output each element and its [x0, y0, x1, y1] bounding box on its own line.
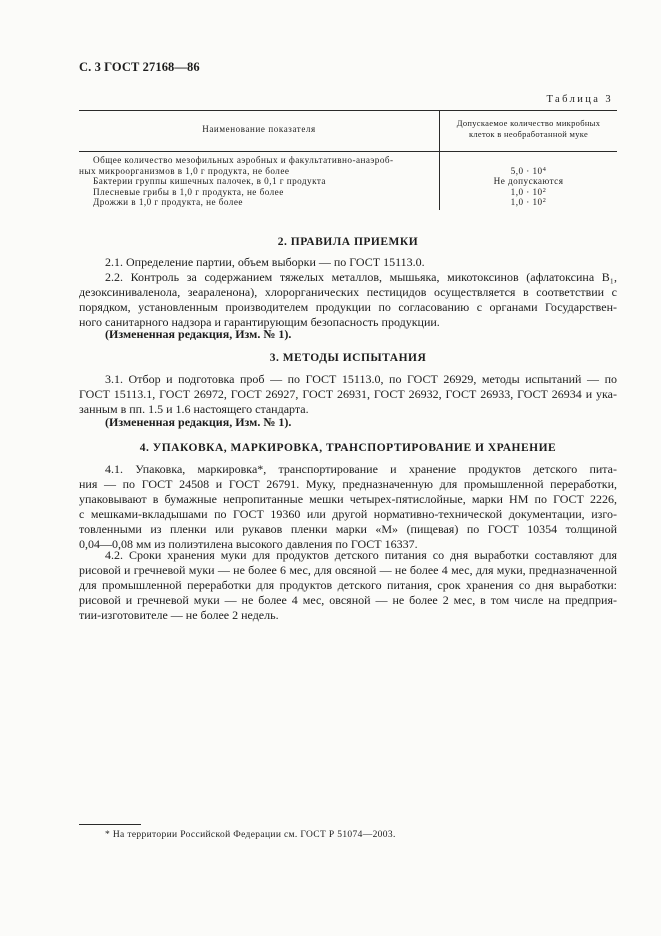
paragraph-line: рисовой и гречневой муки — не более 4 мес, овсяной — не более 2 мес, в том числе на предприя-	[79, 593, 617, 607]
table-row-value	[440, 197, 617, 208]
section-3-amendment-note: (Измененная редакция, Изм. № 1).	[105, 415, 292, 429]
table-row-name: Общее количество мезофильных аэробных и факультативно-анаэроб-	[93, 155, 394, 165]
paragraph-line: 0,04—0,08 мм из полиэтилена высокого давления по ГОСТ 16337.	[79, 537, 418, 551]
table-header-name: Наименование показателя	[202, 124, 316, 134]
table-header-rule	[79, 151, 617, 152]
paragraph-line: 4.2. Сроки хранения муки для продуктов детского питания со дня выработки составляют для	[105, 548, 617, 562]
table-header-value-line: Допускаемое количество микробных	[456, 118, 601, 128]
paragraph-line: упаковывают в бумажные непропитанные мешки четырех-пятислойные, марки НМ по ГОСТ 2226,	[79, 492, 617, 506]
table-row-value	[440, 187, 617, 198]
footnote-rule	[79, 824, 141, 825]
paragraph-line: товленными из пленки или рукавов пленки марки «М» (пищевая) по ГОСТ 10354 толщиной	[79, 522, 617, 536]
section-3-1-paragraph	[79, 372, 617, 417]
paragraph-line: ного санитарного надзора и гарантирующим безопасность продукции.	[79, 315, 440, 329]
table-row-value-exponent: 4	[542, 165, 547, 173]
paragraph-line: ния — по ГОСТ 24508 и ГОСТ 26791. Муку, предназначенную для промышленной переработки,	[79, 477, 617, 491]
paragraph-line: рисовой и гречневой муки — не более 6 мес, для овсяной — не более 4 мес, для муки, предназначенной	[79, 563, 617, 577]
table-row-value-exponent: 2	[542, 186, 547, 194]
section-4-2-paragraph	[79, 548, 617, 623]
paragraph-line: занным в пп. 1.5 и 1.6 настоящего стандарта.	[79, 402, 309, 416]
paragraph-line: тии-изготовителе — не более 2 недель.	[79, 608, 279, 622]
section-4-title: 4. УПАКОВКА, МАРКИРОВКА, ТРАНСПОРТИРОВАНИЕ И ХРАНЕНИЕ	[139, 442, 557, 454]
table-3	[79, 110, 617, 210]
paragraph-line: 2.2. Контроль за содержанием тяжелых металлов, мышьяка, микотоксинов (афлатоксина B₁,	[105, 270, 617, 284]
paragraph-line: 2.1. Определение партии, объем выборки — по ГОСТ 15113.0.	[105, 255, 425, 269]
table-row-name: ных микроорганизмов в 1,0 г продукта, не более	[79, 165, 290, 176]
paragraph-line: с мешками-вкладышами по ГОСТ 19360 или другой нормативно-технической документации, изго-	[79, 507, 617, 521]
paragraph-line: ГОСТ 15113.1, ГОСТ 26972, ГОСТ 26927, ГОСТ 26931, ГОСТ 26932, ГОСТ 26933, ГОСТ 26934 и ука-	[79, 387, 617, 401]
paragraph-line: 4.1. Упаковка, маркировка*, транспортирование и хранение продуктов детского пита-	[105, 462, 617, 476]
section-3-title: 3. МЕТОДЫ ИСПЫТАНИЯ	[269, 352, 427, 364]
table-header-value	[440, 118, 617, 140]
section-2-title: 2. ПРАВИЛА ПРИЕМКИ	[277, 236, 419, 248]
table-row-value-text: 1,0 · 10	[510, 186, 543, 197]
table-row-value-text: Не допускаются	[493, 176, 564, 187]
page-header: С. 3 ГОСТ 27168—86	[79, 60, 200, 74]
paragraph-line: для промышленной переработки для продуктов детского питания, срок хранения со дня выработки:	[79, 578, 617, 592]
footnote: * На территории Российской Федерации см. ГОСТ Р 51074—2003.	[105, 830, 396, 840]
table-row-value-text: 1,0 · 10	[510, 197, 543, 208]
table-row-name: Плесневые грибы в 1,0 г продукта, не более	[93, 186, 284, 197]
paragraph-line: 3.1. Отбор и подготовка проб — по ГОСТ 15113.0, по ГОСТ 26929, методы испытаний — по	[105, 372, 617, 386]
table-row-value	[440, 176, 617, 187]
table-row-name: Дрожжи в 1,0 г продукта, не более	[93, 197, 243, 208]
table-top-rule	[79, 110, 617, 111]
table-row-name: Бактерии группы кишечных палочек, в 0,1 г продукта	[93, 176, 326, 187]
paragraph-line: дезоксиниваленола, зеараленона), хлорорганических пестицидов осуществляется в соответствии с	[79, 285, 617, 299]
section-2-2-paragraph	[79, 270, 617, 330]
table-caption: Таблица 3	[546, 94, 613, 105]
table-row-value	[440, 166, 617, 177]
table-row-value-text: 5,0 · 10	[510, 165, 543, 176]
section-4-1-paragraph	[79, 462, 617, 552]
paragraph-line: порядком, установленным производителем продукции по согласованию с органами Государствен-	[79, 300, 617, 314]
table-header-value-line: клеток в необработанной муке	[468, 129, 589, 139]
section-2-1-paragraph	[79, 255, 617, 270]
table-row-value-exponent: 2	[542, 197, 547, 205]
section-2-amendment-note: (Измененная редакция, Изм. № 1).	[105, 327, 292, 341]
